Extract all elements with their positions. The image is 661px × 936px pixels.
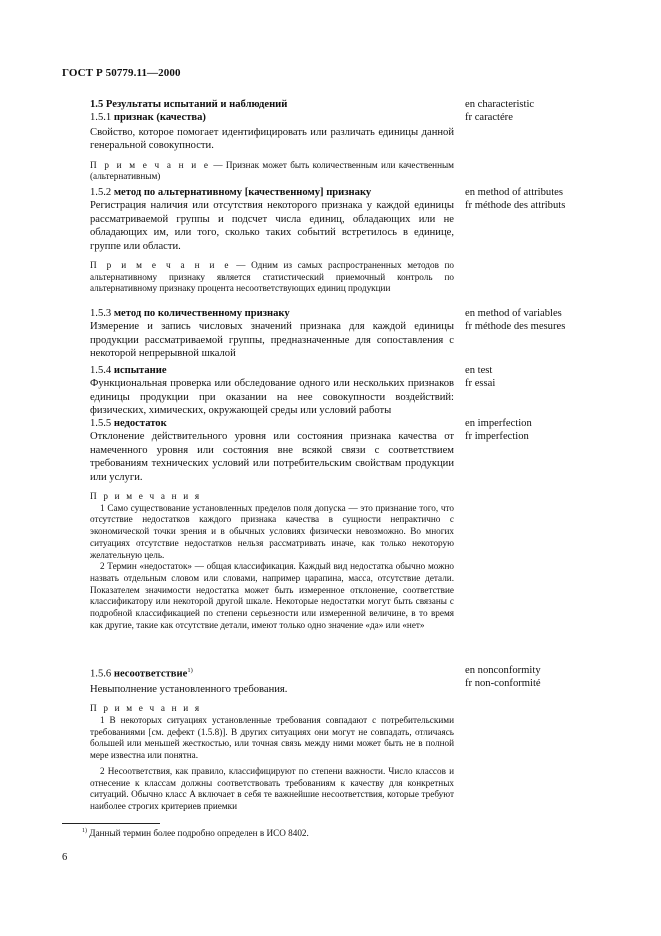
section-heading (90, 98, 454, 111)
term-1-5-5 (90, 417, 454, 631)
term-name: метод по альтернативному [качественному] признаку (113, 187, 372, 198)
term-number: 1.5.1 (90, 112, 112, 124)
term-note (90, 160, 454, 183)
french-equivalent: fr méthode des mesures (465, 321, 566, 333)
note-label (90, 703, 454, 715)
term-title (90, 664, 454, 681)
english-equivalent: en method of variables (465, 308, 562, 319)
footnote-mark: 1) (82, 828, 87, 834)
footnote-divider (62, 823, 160, 824)
term-definition: Регистрация наличия или отсутствия некоторого признака у каждой единицы рассматриваемой группы и подсчет числа единиц, обладающих или не обладающих им, или того, сколько таких событий встретилось в единице, группе или области. (90, 200, 454, 252)
equivalents-1-5-4 (465, 364, 495, 390)
english-equivalent: en imperfection (465, 418, 532, 429)
term-1-5-2 (90, 186, 454, 295)
term-definition: Отклонение действительного уровня или состояния признака качества от намеченного уровня или состояния вне всякой связи с соответствием требованиям технических условий или потребительским свойствам продукции или услуги. (90, 431, 454, 483)
page-number: 6 (62, 852, 68, 863)
term-name: признак (качества) (113, 112, 206, 124)
english-equivalent: en nonconformity (465, 665, 541, 676)
equivalents-1-5-5 (465, 417, 532, 443)
term-1-5-3 (90, 307, 454, 361)
term-definition: Функциональная проверка или обследование одного или нескольких признаков единицы продукции при оказании на нее совокупности воздействий: физических, химических, окружающей среды или условий работы (90, 378, 454, 417)
note-label: П р и м е ч а н и е (90, 260, 231, 271)
section-title: Результаты испытаний и наблюдений (105, 99, 288, 110)
term-1-5-1 (90, 98, 454, 183)
equivalents-1-5-6 (465, 664, 541, 690)
footnote (82, 828, 309, 838)
term-1-5-6 (90, 664, 454, 813)
french-equivalent: fr méthode des attributs (465, 200, 566, 212)
term-definition: Измерение и запись числовых значений признака для каждой единицы продукции рассматриваемой группы, предназначенные для сопоставления с некоторой непрерывной шкалой (90, 321, 454, 360)
term-note (90, 260, 454, 295)
term-title (90, 186, 454, 199)
term-number: 1.5.3 (90, 308, 112, 319)
term-number: 1.5.4 (90, 365, 112, 376)
term-note: 2 Несоответствия, как правило, классифицируют по степени важности. Число классов и отнесение к классам должны соответствовать требованиям к качеству для конкретных ситуаций. Обычно класс A включает в себя те важнейшие несоответствия, которые требуют наиболее строгих критериев приемки (90, 765, 454, 811)
term-name: несоответствие (113, 668, 188, 680)
term-name: метод по количественному признаку (113, 308, 290, 319)
footnote-ref: 1) (187, 667, 193, 674)
term-note: 2 Термин «недостаток» — общая классификация. Каждый вид недостатка обычно можно назвать отдельным словом или словами, например царапина, масса, отсутствие детали. Показателем значимости недостатка может быть измеренное отклонение, соответствие классификатору или некоторой другой шкале. Некоторые недостатки могут быть связаны с подробной классификацией по степени серьезности или измеренной величине, в то время как другие, такие как отсутствие детали, имеют только одно значение «да» или «нет» (90, 561, 454, 630)
note-label: П р и м е ч а н и е (90, 159, 211, 170)
english-equivalent: en method of attributes (465, 187, 563, 198)
english-equivalent: en characteristic (465, 99, 535, 110)
french-equivalent: fr non-conformité (465, 678, 541, 690)
note-text: — Признак может быть количественным или качественным (альтернативным) (90, 159, 454, 182)
term-title (90, 417, 454, 430)
equivalents-1-5-3 (465, 307, 565, 333)
term-title (90, 307, 454, 320)
note-label-text: П р и м е ч а н и я (90, 703, 202, 714)
term-definition: Свойство, которое помогает идентифицировать или различать единицы данной генеральной совокупности. (90, 126, 454, 152)
document-header: ГОСТ Р 50779.11—2000 (62, 67, 181, 79)
equivalents-1-5-2 (465, 186, 565, 212)
term-note: 1 В некоторых ситуациях установленные требования совпадают с потребительскими требованиями [см. дефект (1.5.8)]. В других ситуациях они могут не совпадать, отличаясь большей или меньшей жесткостью, или точная связь между ними может быть не в полной мере известна или понятна. (90, 715, 454, 761)
term-number: 1.5.5 (90, 418, 112, 429)
term-1-5-4 (90, 364, 454, 418)
section-number: 1.5 (90, 99, 104, 110)
term-name: испытание (113, 365, 167, 376)
french-equivalent: fr essai (465, 378, 496, 390)
term-note: 1 Само существование установленных пределов поля допуска — это признание того, что отсутствие недостатков каждого признака качества в сущности непрактично с экономической точки зрения и в обычных условиях физически невозможно. Во многих ситуациях отсутствие недостатков нельзя рассматривать иначе, как только некоторую желательную цель. (90, 502, 454, 560)
term-title (90, 111, 454, 124)
term-name: недостаток (113, 418, 167, 429)
footnote-text: Данный термин более подробно определен в ИСО 8402. (89, 828, 309, 839)
english-equivalent: en test (465, 365, 493, 376)
term-definition: Невыполнение установленного требования. (90, 683, 288, 695)
equivalents-1-5-1 (465, 98, 534, 124)
note-label-text: П р и м е ч а н и я (90, 491, 202, 502)
term-number: 1.5.2 (90, 187, 112, 198)
note-label (90, 491, 454, 503)
french-equivalent: fr imperfection (465, 431, 529, 443)
term-title (90, 364, 454, 377)
term-number: 1.5.6 (90, 668, 112, 680)
french-equivalent: fr caractére (465, 112, 513, 124)
note-text: — Одним из самых распространенных методов по альтернативному признаку является статистический приемочный контроль по альтернативному признаку процента несоответствующих единиц продукции (90, 260, 455, 294)
